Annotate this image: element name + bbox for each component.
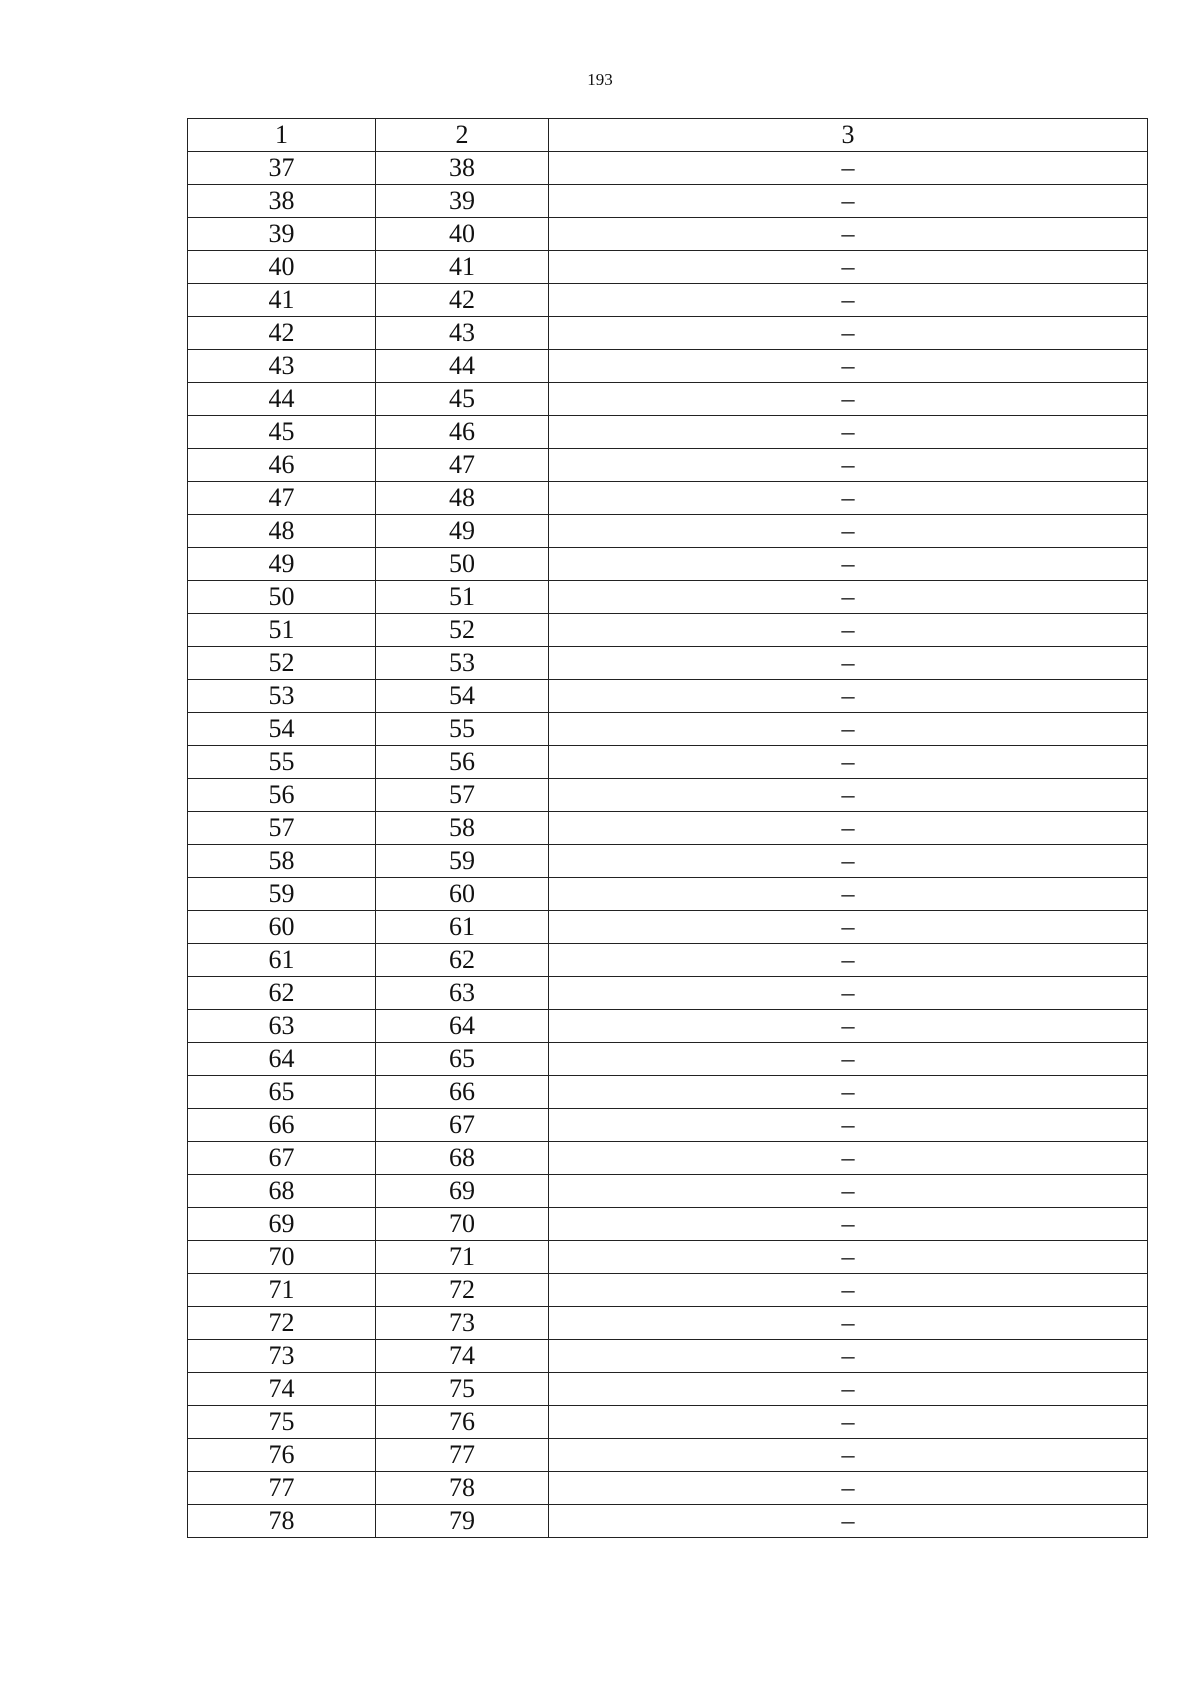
table-cell: 78 (188, 1505, 376, 1538)
table-cell: 79 (376, 1505, 549, 1538)
table-cell: – (549, 1505, 1148, 1538)
table-row (188, 1373, 1148, 1406)
table-cell: 60 (188, 911, 376, 944)
table-cell: 72 (376, 1274, 549, 1307)
table-cell: 62 (376, 944, 549, 977)
table-header-cell: 3 (549, 119, 1148, 152)
table-cell: 50 (376, 548, 549, 581)
table-cell: – (549, 317, 1148, 350)
table-cell: – (549, 350, 1148, 383)
table-cell: 76 (376, 1406, 549, 1439)
table-cell: – (549, 1472, 1148, 1505)
table-cell: 69 (376, 1175, 549, 1208)
table-cell: 43 (376, 317, 549, 350)
table-row (188, 1208, 1148, 1241)
table-cell: 53 (188, 680, 376, 713)
table-cell: 66 (376, 1076, 549, 1109)
table-row (188, 152, 1148, 185)
table-cell: 38 (188, 185, 376, 218)
table-cell: 45 (188, 416, 376, 449)
table-cell: 42 (376, 284, 549, 317)
table-cell: 42 (188, 317, 376, 350)
table-row (188, 548, 1148, 581)
table-row (188, 944, 1148, 977)
table-cell: – (549, 977, 1148, 1010)
table-cell: 66 (188, 1109, 376, 1142)
table-row (188, 911, 1148, 944)
table-cell: 59 (376, 845, 549, 878)
table-row (188, 1175, 1148, 1208)
table-cell: – (549, 581, 1148, 614)
data-table (187, 118, 1148, 1538)
table-cell: 41 (188, 284, 376, 317)
table-cell: 51 (376, 581, 549, 614)
table-row (188, 449, 1148, 482)
table-cell: 54 (376, 680, 549, 713)
table-cell: – (549, 713, 1148, 746)
table-cell: – (549, 284, 1148, 317)
table-cell: 52 (376, 614, 549, 647)
table-cell: – (549, 680, 1148, 713)
table-cell: – (549, 548, 1148, 581)
table-cell: 46 (376, 416, 549, 449)
table-cell: – (549, 1241, 1148, 1274)
table-row (188, 845, 1148, 878)
table-cell: 75 (188, 1406, 376, 1439)
table-row (188, 1109, 1148, 1142)
table-cell: 48 (188, 515, 376, 548)
table-cell: – (549, 845, 1148, 878)
table-cell: 69 (188, 1208, 376, 1241)
table-row (188, 878, 1148, 911)
table-row (188, 779, 1148, 812)
table-cell: 67 (188, 1142, 376, 1175)
page-number: 193 (587, 70, 613, 89)
table-cell: – (549, 383, 1148, 416)
table-row (188, 218, 1148, 251)
table-row (188, 680, 1148, 713)
table-row (188, 746, 1148, 779)
table-row (188, 614, 1148, 647)
table-cell: – (549, 1307, 1148, 1340)
table-cell: – (549, 812, 1148, 845)
table-row (188, 251, 1148, 284)
table-row (188, 713, 1148, 746)
table-cell: – (549, 1208, 1148, 1241)
table-cell: – (549, 251, 1148, 284)
table-cell: 54 (188, 713, 376, 746)
page-number-container (0, 70, 1200, 90)
table-cell: 67 (376, 1109, 549, 1142)
table-cell: – (549, 515, 1148, 548)
table-cell: 55 (188, 746, 376, 779)
table-row (188, 482, 1148, 515)
table-cell: 58 (376, 812, 549, 845)
table-cell: 39 (376, 185, 549, 218)
table-cell: – (549, 911, 1148, 944)
table-cell: 56 (188, 779, 376, 812)
table-cell: 45 (376, 383, 549, 416)
table-cell: 63 (188, 1010, 376, 1043)
table-row (188, 1505, 1148, 1538)
table-cell: 76 (188, 1439, 376, 1472)
table-cell: – (549, 1043, 1148, 1076)
table-cell: – (549, 1439, 1148, 1472)
table-cell: 63 (376, 977, 549, 1010)
table-cell: 78 (376, 1472, 549, 1505)
table-row (188, 977, 1148, 1010)
table-cell: 51 (188, 614, 376, 647)
table-cell: 43 (188, 350, 376, 383)
table-cell: 53 (376, 647, 549, 680)
table-row (188, 416, 1148, 449)
table-cell: – (549, 1175, 1148, 1208)
table-cell: – (549, 779, 1148, 812)
table-cell: – (549, 1010, 1148, 1043)
table-row (188, 185, 1148, 218)
table-cell: 62 (188, 977, 376, 1010)
table-row (188, 1472, 1148, 1505)
table-row (188, 1274, 1148, 1307)
table-cell: 77 (376, 1439, 549, 1472)
table-cell: 73 (376, 1307, 549, 1340)
table-cell: 48 (376, 482, 549, 515)
table-cell: – (549, 1373, 1148, 1406)
table-cell: 37 (188, 152, 376, 185)
table-cell: – (549, 218, 1148, 251)
table-header-cell: 1 (188, 119, 376, 152)
table-header-row (188, 119, 1148, 152)
table-cell: – (549, 614, 1148, 647)
table-cell: 40 (376, 218, 549, 251)
table-cell: – (549, 746, 1148, 779)
table-cell: 71 (376, 1241, 549, 1274)
table-cell: 71 (188, 1274, 376, 1307)
table-cell: 52 (188, 647, 376, 680)
table-row (188, 1307, 1148, 1340)
table-cell: 57 (376, 779, 549, 812)
table-cell: 55 (376, 713, 549, 746)
table-cell: 68 (188, 1175, 376, 1208)
table-row (188, 383, 1148, 416)
table-row (188, 647, 1148, 680)
table-row (188, 317, 1148, 350)
table-cell: 75 (376, 1373, 549, 1406)
table-cell: 59 (188, 878, 376, 911)
table-cell: – (549, 416, 1148, 449)
table-cell: 56 (376, 746, 549, 779)
table-row (188, 350, 1148, 383)
table-cell: 44 (188, 383, 376, 416)
table-cell: 72 (188, 1307, 376, 1340)
table-cell: – (549, 1076, 1148, 1109)
table-row (188, 1076, 1148, 1109)
table-cell: – (549, 1142, 1148, 1175)
table-cell: 64 (376, 1010, 549, 1043)
table-cell: 60 (376, 878, 549, 911)
table-cell: 73 (188, 1340, 376, 1373)
table-cell: – (549, 482, 1148, 515)
table-cell: 68 (376, 1142, 549, 1175)
table-row (188, 1340, 1148, 1373)
table-cell: 41 (376, 251, 549, 284)
table-cell: 39 (188, 218, 376, 251)
table-cell: 49 (188, 548, 376, 581)
table-cell: 61 (188, 944, 376, 977)
table-row (188, 581, 1148, 614)
table-cell: 77 (188, 1472, 376, 1505)
table-cell: 57 (188, 812, 376, 845)
table-row (188, 1010, 1148, 1043)
table-row (188, 1142, 1148, 1175)
table-cell: 64 (188, 1043, 376, 1076)
table-cell: 47 (188, 482, 376, 515)
table-row (188, 812, 1148, 845)
table-cell: – (549, 944, 1148, 977)
table-cell: – (549, 1109, 1148, 1142)
table-cell: 61 (376, 911, 549, 944)
table-cell: – (549, 647, 1148, 680)
table-row (188, 1043, 1148, 1076)
table-body (188, 119, 1148, 1538)
table-cell: – (549, 878, 1148, 911)
table-cell: 58 (188, 845, 376, 878)
table-cell: – (549, 152, 1148, 185)
table-cell: – (549, 1274, 1148, 1307)
table-cell: 46 (188, 449, 376, 482)
table-cell: 40 (188, 251, 376, 284)
table-cell: 47 (376, 449, 549, 482)
table-cell: 70 (376, 1208, 549, 1241)
table-cell: – (549, 1340, 1148, 1373)
table-row (188, 515, 1148, 548)
table-row (188, 1439, 1148, 1472)
table-cell: 74 (376, 1340, 549, 1373)
table-row (188, 284, 1148, 317)
table-cell: 50 (188, 581, 376, 614)
table-cell: 74 (188, 1373, 376, 1406)
table-cell: 65 (188, 1076, 376, 1109)
table-header-cell: 2 (376, 119, 549, 152)
table-row (188, 1241, 1148, 1274)
table-cell: 38 (376, 152, 549, 185)
table-cell: 44 (376, 350, 549, 383)
table-cell: 70 (188, 1241, 376, 1274)
table-cell: – (549, 1406, 1148, 1439)
table-row (188, 1406, 1148, 1439)
table-cell: – (549, 449, 1148, 482)
table-cell: 49 (376, 515, 549, 548)
table-cell: – (549, 185, 1148, 218)
table-cell: 65 (376, 1043, 549, 1076)
